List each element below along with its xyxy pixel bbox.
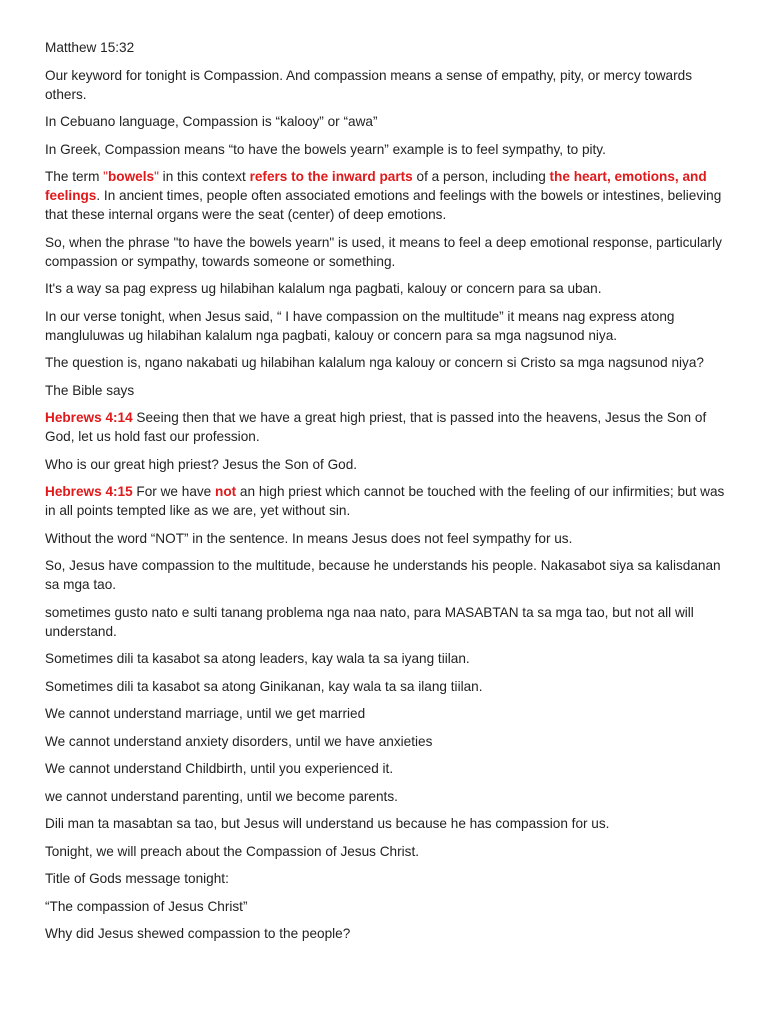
hebrews-4-14-reference: Hebrews 4:14 [45,410,133,425]
hebrews-4-14-text: Seeing then that we have a great high priest, that is passed into the heavens, Jesus the Son of God, let us hold fast our profession. [45,410,707,444]
term-text: The term [45,169,104,184]
paragraph-leaders: Sometimes dili ta kasabot sa atong leaders, kay wala ta sa iyang tiilan. [45,651,470,666]
paragraph-title-label: Title of Gods message tonight: [45,871,229,886]
paragraph-who: Who is our great high priest? Jesus the Son of God. [45,456,358,472]
paragraph-sometimes-gusto: sometimes gusto nato e sulti tanang problema nga naa nato, para MASABTAN ta sa mga tao, but not all will understand. [45,604,694,639]
term-quote-open: " [103,169,108,184]
term-quote-close: " [154,169,159,184]
paragraph-greek: In Greek, Compassion means “to have the bowels yearn” example is to feel sympathy, to pity. [45,141,606,157]
inward-parts-highlight: refers to the inward parts [249,169,413,184]
hebrews-4-15-text: For we have [132,484,216,499]
paragraph-cebuano: In Cebuano language, Compassion is “kalooy” or “awa” [45,114,378,129]
paragraph-parenting: we cannot understand parenting, until we become parents. [45,788,398,804]
message-title: “The compassion of Jesus Christ” [45,898,248,914]
paragraph-why: Why did Jesus shewed compassion to the people? [45,926,351,941]
paragraph-phrase: So, when the phrase "to have the bowels yearn" is used, it means to feel a deep emotional response, particularly compassion or sympathy, towards someone or something. [45,234,722,269]
term-bowels-highlight: bowels [108,169,155,184]
not-highlight: not [215,484,237,499]
scripture-reference-title: Matthew 15:32 [45,40,135,55]
paragraph-bible-says: The Bible says [45,382,135,398]
paragraph-tonight: Tonight, we will preach about the Compassion of Jesus Christ. [45,843,420,859]
paragraph-so-jesus: So, Jesus have compassion to the multitude, because he understands his people. Nakasabot siya sa kalisdanan sa mga tao. [45,558,721,592]
term-text: of a person, including [412,169,550,184]
paragraph-without-not: Without the word “NOT” in the sentence. In means Jesus does not feel sympathy for us. [45,530,573,546]
paragraph-childbirth: We cannot understand Childbirth, until you experienced it. [45,761,394,776]
paragraph-dili-man: Dili man ta masabtan sa tao, but Jesus will understand us because he has compassion for us. [45,816,610,831]
hebrews-4-15-reference: Hebrews 4:15 [45,484,133,499]
term-text: . In ancient times, people often associated emotions and feelings with the bowels or intestines, believing that these internal organs were the seat (center) of deep emotions. [45,188,722,222]
paragraph-anxiety: We cannot understand anxiety disorders, until we have anxieties [45,733,433,749]
document-body [45,38,730,952]
hebrews-4-15-text: an high priest which cannot be touched with the feeling of our infirmities; but was in all points tempted like as we are, yet without sin. [45,484,725,518]
term-text: in this context [158,169,250,184]
paragraph-keyword: Our keyword for tonight is Compassion. And compassion means a sense of empathy, pity, or mercy towards others. [45,67,692,102]
heart-emotions-highlight: the heart, emotions, and feelings [45,169,707,203]
paragraph-marriage: We cannot understand marriage, until we get married [45,706,366,721]
paragraph-way: It's a way sa pag express ug hilabihan kalalum nga pagbati, kalouy or concern para sa uban. [45,281,602,296]
paragraph-ginikanan: Sometimes dili ta kasabot sa atong Ginikanan, kay wala ta sa ilang tiilan. [45,678,483,694]
paragraph-verse: In our verse tonight, when Jesus said, “ I have compassion on the multitude” it means nag express atong mangluluwas ug hilabihan kalalum nga pagbati, kalouy or concern para sa mga nagsunod niya. [45,308,675,343]
paragraph-hebrews-4-14 [45,408,730,446]
paragraph-hebrews-4-15 [45,482,730,520]
paragraph-question: The question is, ngano nakabati ug hilabihan kalalum nga kalouy or concern si Cristo sa mga nagsunod niya? [45,355,704,370]
paragraph-term-bowels [45,167,730,224]
